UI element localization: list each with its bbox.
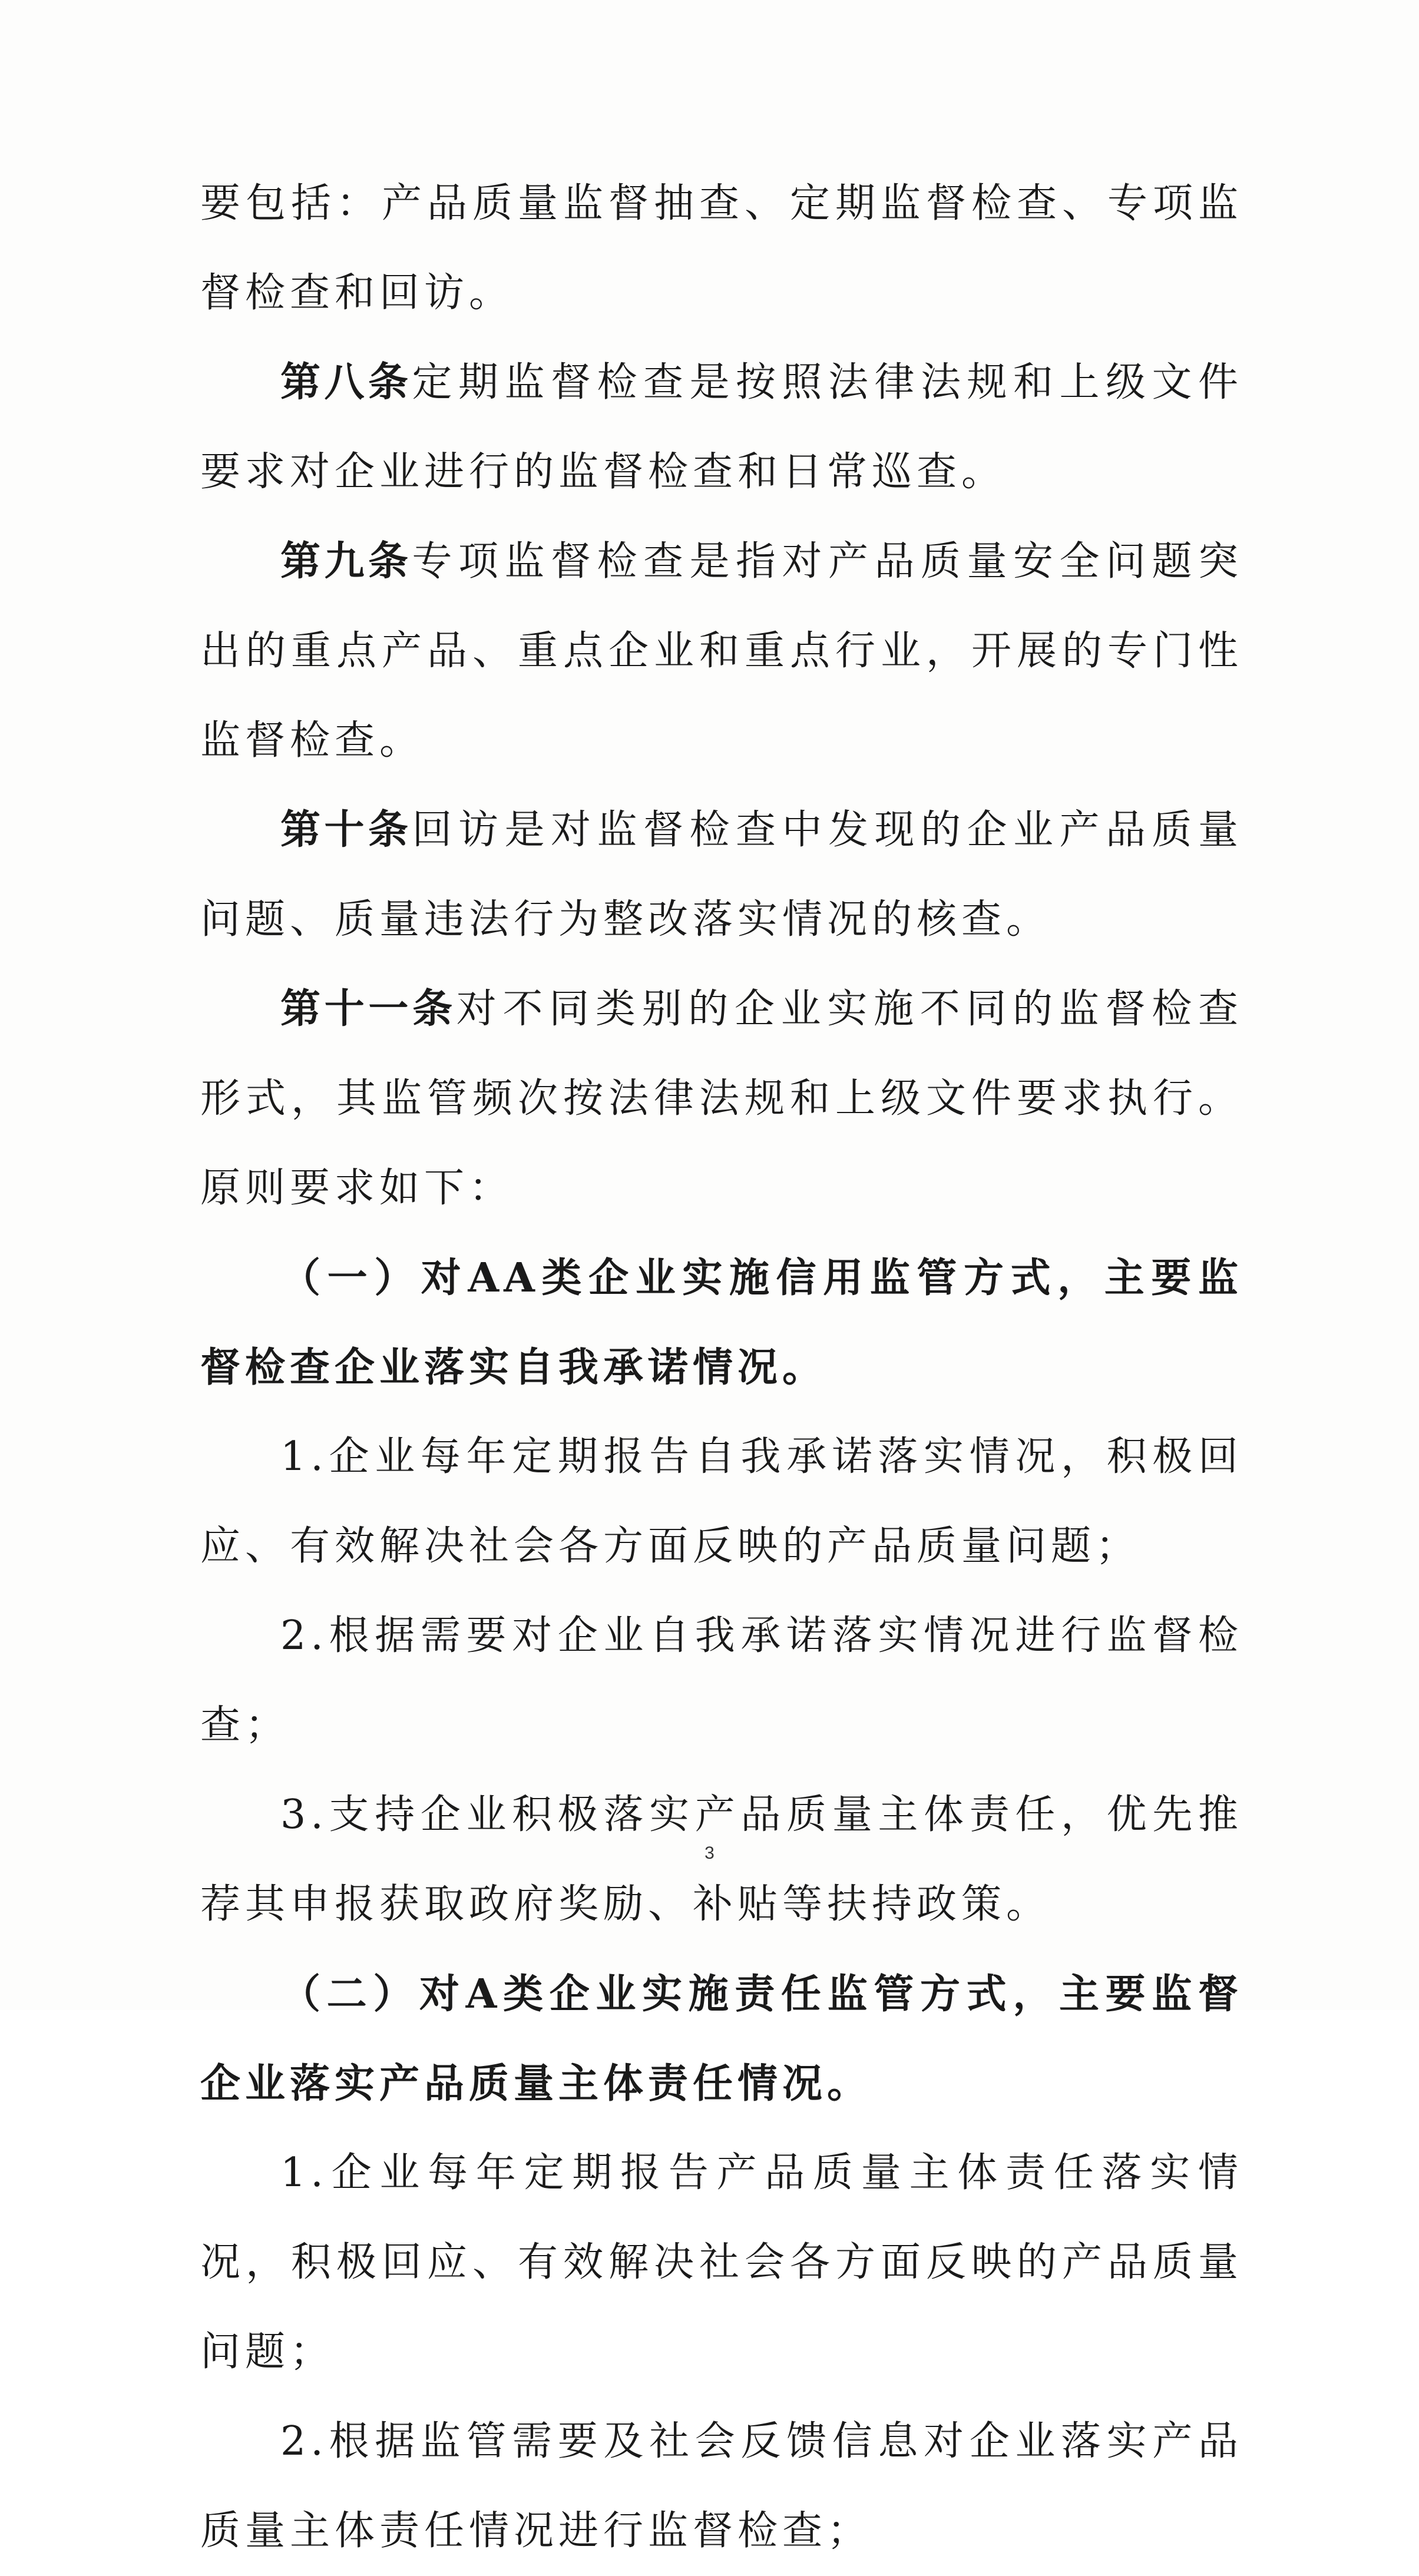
article-9 bbox=[200, 517, 1243, 786]
section-aa-heading: （一）对AA类企业实施信用监管方式，主要监督检查企业落实自我承诺情况。 bbox=[200, 1254, 1243, 1391]
article-10-heading: 第十条 bbox=[280, 807, 412, 853]
aa-item-3: 3.支持企业积极落实产品质量主体责任，优先推荐其申报获取政府奖励、补贴等扶持政策。 bbox=[200, 1792, 1243, 1928]
document-body bbox=[200, 159, 1243, 2576]
article-9-text: 专项监督检查是指对产品质量安全问题突出的重点产品、重点企业和重点行业，开展的专门性监督检查。 bbox=[200, 538, 1243, 764]
article-10-text: 回访是对监督检查中发现的企业产品质量问题、质量违法行为整改落实情况的核查。 bbox=[200, 807, 1243, 943]
article-9-heading: 第九条 bbox=[280, 538, 412, 585]
a-item-2: 2.根据监管需要及社会反馈信息对企业落实产品质量主体责任情况进行监督检查； bbox=[200, 2418, 1243, 2554]
paragraph-1 bbox=[200, 159, 1243, 338]
paragraph-1-text: 要包括：产品质量监督抽查、定期监督检查、专项监督检查和回访。 bbox=[200, 180, 1243, 316]
aa-item-2: 2.根据需要对企业自我承诺落实情况进行监督检查； bbox=[200, 1613, 1243, 1749]
article-8-text: 定期监督检查是按照法律法规和上级文件要求对企业进行的监督检查和日常巡查。 bbox=[200, 359, 1243, 495]
article-8-heading: 第八条 bbox=[280, 359, 412, 406]
article-11-heading: 第十一条 bbox=[280, 986, 457, 1032]
page-number: 3 bbox=[704, 1843, 715, 1863]
aa-item-1: 1.企业每年定期报告自我承诺落实情况，积极回应、有效解决社会各方面反映的产品质量问题； bbox=[200, 1433, 1243, 1570]
a-item-1: 1.企业每年定期报告产品质量主体责任落实情况，积极回应、有效解决社会各方面反映的产品质量问题； bbox=[200, 2150, 1243, 2375]
article-11 bbox=[200, 965, 1243, 1233]
article-11-text: 对不同类别的企业实施不同的监督检查形式，其监管频次按法律法规和上级文件要求执行。原则要求如下： bbox=[200, 986, 1243, 1211]
article-10 bbox=[200, 786, 1243, 965]
section-a-heading: （二）对A类企业实施责任监管方式，主要监督企业落实产品质量主体责任情况。 bbox=[200, 1971, 1243, 2107]
article-8 bbox=[200, 338, 1243, 517]
